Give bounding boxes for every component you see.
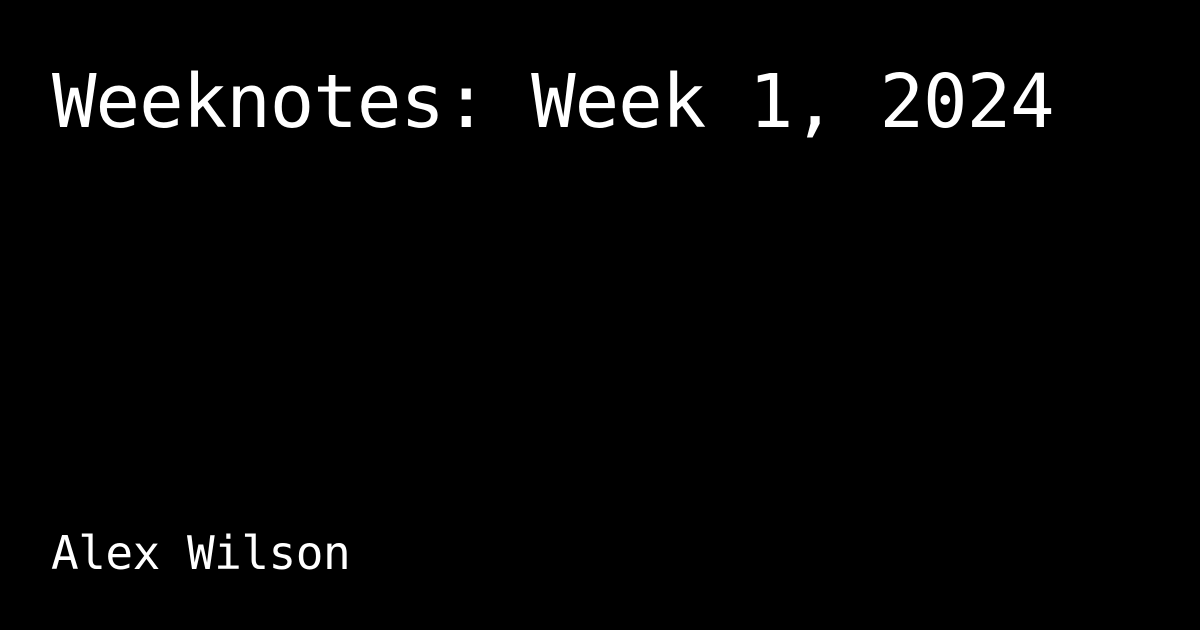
post-title: Weeknotes: Week 1, 2024 xyxy=(52,59,1054,145)
author-name: Alex Wilson xyxy=(51,526,351,580)
